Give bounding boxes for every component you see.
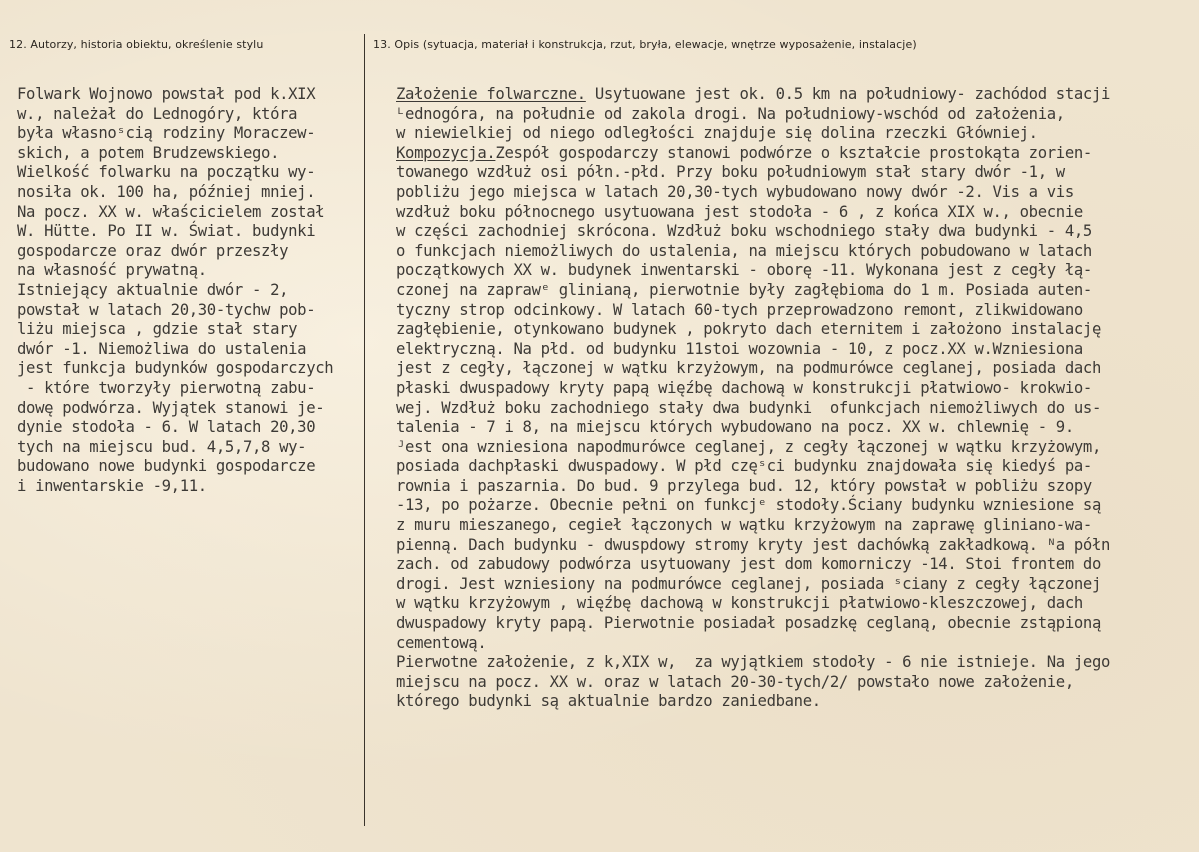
description-line: którego budynki są aktualnie bardzo zaniedbane. [396,692,821,711]
section-heading: Założenie folwarczne. [396,85,586,103]
description-line [396,85,1110,105]
description-line: talenia - 7 i 8, na miejscu których wybudowano na pocz. XX w. chlewnię - 9. [396,418,1074,437]
history-line: Istniejący aktualnie dwór - 2, [17,280,289,299]
history-line: w., należał do Lednogóry, która [17,104,298,123]
history-line: Wielkość folwarku na początku wy- [17,163,316,182]
description-line: ᴸednogóra, na południe od zakola drogi. Na południowy-wschód od założenia, [396,104,1065,123]
history-text [17,85,333,496]
description-line-text: Zespół gospodarczy stanowi podwórze o kształcie prostokąta zorien- [495,143,1092,162]
history-line: dowę podwórza. Wyjątek stanowi je- [17,398,325,417]
description-line: elektryczną. Na płd. od budynku 11stoi wozownia - 10, z pocz.XX w.Wzniesiona [396,339,1083,358]
description-text [396,85,1110,712]
description-line: pienną. Dach budynku - dwuspdowy stromy kryty jest dachówką zakładkową. ᴺa półn [396,535,1111,554]
history-line: Na pocz. XX w. właścicielem został [17,202,325,221]
description-line: cementową. [396,633,487,652]
description-line: wzdłuż boku północnego usytuowana jest stodoła - 6 , z końca XIX w., obecnie [396,202,1083,221]
description-line: w niewielkiej od niego odległości znajduje się dolina rzeczki Główniej. [396,124,1038,143]
history-line: dynie stodoła - 6. W latach 20,30 [17,418,316,437]
description-line: miejscu na pocz. XX w. oraz w latach 20-30-tych/2/ powstało nowe założenie, [396,672,1074,691]
description-line [396,144,1110,164]
description-line: jest z cegły, łączonej w wątku krzyżowym, na podmurówce ceglanej, posiada dach [396,359,1101,378]
description-line: zach. od zabudowy podwórza usytuowany jest dom komorniczy -14. Stoi frontem do [396,555,1101,574]
history-line: tych na miejscu bud. 4,5,7,8 wy- [17,437,307,456]
description-line: zagłębienie, otynkowano budynek , pokryto dach eternitem i założono instalację [396,320,1101,339]
history-line: budowano nowe budynki gospodarcze [17,457,316,476]
column-divider [364,34,365,826]
description-line: ᴶest ona wzniesiona napodmurówce ceglanej, z cegły łączonej w wątku krzyżowym, [396,437,1101,456]
description-line: -13, po pożarze. Obecnie pełni on funkcjᵉ stodoły.Ściany budynku wzniesione są [396,496,1101,515]
history-line: Folwark Wojnowo powstał pod k.XIX [17,85,316,103]
description-line: towanego wzdłuż osi półn.-płd. Przy boku południowym stał stary dwór -1, w [396,163,1065,182]
history-line: była własnoˢcią rodziny Moraczew- [17,124,316,143]
field-13-label: 13. Opis (sytuacja, materiał i konstrukcja, rzut, bryła, elewacje, wnętrze wyposażenie, instalacje) [373,38,917,51]
description-line: w części zachodniej skrócona. Wzdłuż boku wschodniego stały dwa budynki - 4,5 [396,222,1092,241]
history-line: gospodarcze oraz dwór przeszły [17,241,289,260]
field-12-label: 12. Autorzy, historia obiektu, określenie stylu [9,38,264,51]
description-line: w wątku krzyżowym , więźbę dachową w konstrukcji płatwiowo-kleszczowej, dach [396,594,1083,613]
description-line: początkowych XX w. budynek inwentarski - oborę -11. Wykonana jest z cegły łą- [396,261,1092,280]
description-line: wej. Wzdłuż boku zachodniego stały dwa budynki ofunkcjach niemożliwych do us- [396,398,1101,417]
description-line: z muru mieszanego, cegieł łączonych w wątku krzyżowym na zaprawę gliniano-wa- [396,516,1092,535]
history-line: i inwentarskie -9,11. [17,476,207,495]
history-line: skich, a potem Brudzewskiego. [17,143,280,162]
description-line: dwuspadowy kryty papą. Pierwotnie posiadał posadzkę ceglaną, obecnie zstąpioną [396,614,1101,633]
description-line-text: Usytuowane jest ok. 0.5 km na południowy- zachódod stacji [585,85,1111,103]
description-line: posiada dachpłaski dwuspadowy. W płd częˢci budynku znajdowała się kiedyś pa- [396,457,1092,476]
description-line: tyczny strop odcinkowy. W latach 60-tych przeprowadzono remont, zlikwidowano [396,300,1083,319]
history-line: - które tworzyły pierwotną zabu- [17,378,316,397]
description-line: o funkcjach niemożliwych do ustalenia, na miejscu których pobudowano w latach [396,241,1092,260]
history-line: liżu miejsca , gdzie stał stary [17,320,298,339]
description-line: drogi. Jest wzniesiony na podmurówce ceglanej, posiada ˢciany z cegły łączonej [396,574,1101,593]
description-line: czonej na zaprawᵉ glinianą, pierwotnie były zagłębioma do 1 m. Posiada auten- [396,280,1092,299]
history-line: W. Hütte. Po II w. Świat. budynki [17,222,316,241]
history-line: powstał w latach 20,30-tychw pob- [17,300,316,319]
section-heading: Kompozycja. [396,143,496,162]
description-line: płaski dwuspadowy kryty papą więźbę dachową w konstrukcji płatwiowo- krokwio- [396,378,1092,397]
history-line: nosiła ok. 100 ha, później mniej. [17,182,316,201]
description-line: rownia i paszarnia. Do bud. 9 przylega bud. 12, który powstał w pobliżu szopy [396,476,1092,495]
description-line: pobliżu jego miejsca w latach 20,30-tych wybudowano nowy dwór -2. Vis a vis [396,182,1074,201]
description-line: Pierwotne założenie, z k,XIX w, za wyjątkiem stodoły - 6 nie istnieje. Na jego [396,653,1111,672]
history-line: na własność prywatną. [17,261,207,280]
history-line: dwór -1. Niemożliwa do ustalenia [17,339,307,358]
history-line: jest funkcja budynków gospodarczych [17,359,334,378]
